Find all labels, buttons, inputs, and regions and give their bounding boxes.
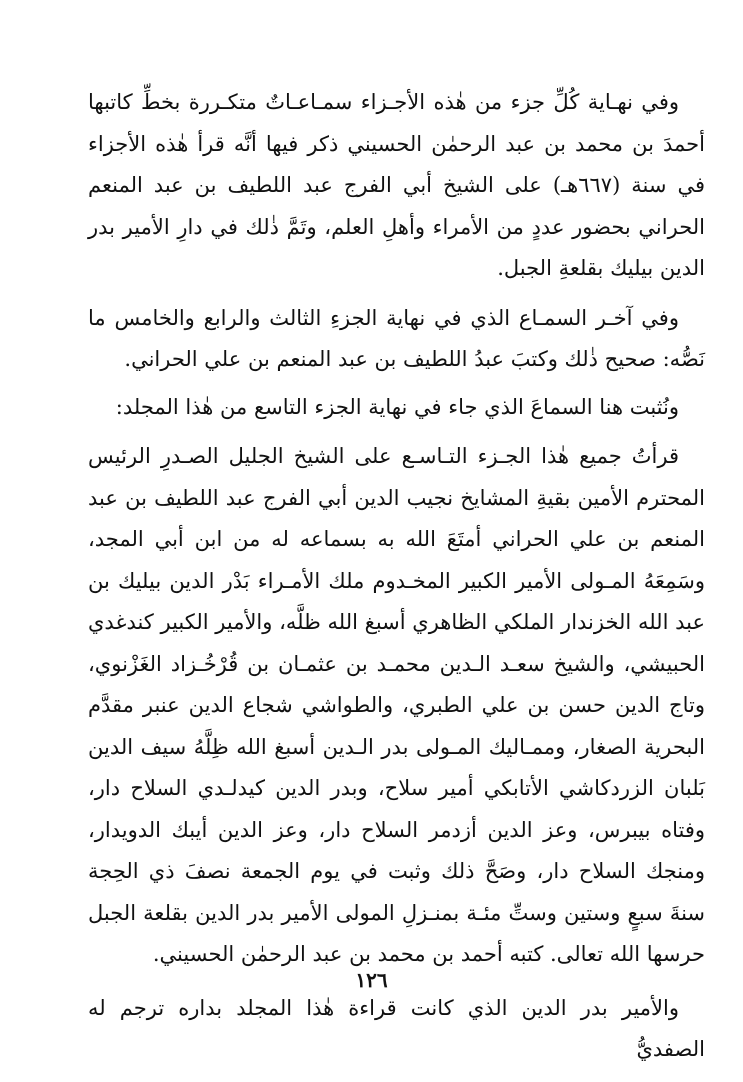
page-number: ١٢٦: [355, 968, 388, 992]
paragraph-samaa-end-note: وفي آخـر السمـاع الذي في نهاية الجزءِ الثالث والرابع والخامس ما نَصُّه: صحيح ذٰلك وكتبَ عبدُ اللطيف بن عبد المنعم بن علي الحراني.: [88, 305, 705, 371]
paragraph-samaat-intro: وفي نهـاية كُلِّ جزء من هٰذه الأجـزاء سمـاعـاتٌ متكـررة بخطِّ كاتبها أحمدَ بن محمد بن عبد الرحمٰن الحسيني ذكر فيها أنَّه قرأ هٰذه الأجزاء في سنة (٦٦٧هـ) على الشيخ أبي الفرج عبد اللطيف بن عبد المنعم الحراني بحضور عددٍ من الأمراء وأهلِ العلم، وتَمَّ ذٰلك في دارِ الأمير بدر الدين بيليك بقلعةِ الجبل.: [88, 90, 705, 280]
page-body: [88, 82, 705, 1071]
paragraph-ninth-part-heading: ونُثبت هنا السماعَ الذي جاء في نهاية الجزء التاسع من هٰذا المجلد:: [115, 394, 679, 419]
paragraph-amir-note: والأمير بدر الدين الذي كانت قراءة هٰذا المجلد بداره ترجم له الصفديُّ: [88, 995, 705, 1061]
paragraph-samaa-text: قرأتُ جميع هٰذا الجـزء التـاسـع على الشيخ الجليل الصـدرِ الرئيس المحترم الأمين بقيةِ المشايخ نجيب الدين أبي الفرج عبد اللطيف بن عبد المنعم بن علي الحراني أمتَعَ الله به بسماعه له من ابن أبي المجد، وسَمِعَهُ المـولى الأمير الكبير المخـدوم ملك الأمـراء بَدْر الدين بيليك بن عبد الله الخزندار الملكي الظاهري أسبغ الله ظلَّه، والأمير الكبير كندغدي الحبيشي، والشيخ سعـد الـدين محمـد بن عثمـان بن قُرْخُـزاد الغَزْنوي، وتاج الدين حسن بن علي الطبري، والطواشي شجاع الدين عنبر مقدَّم البحرية الصغار، وممـاليك المـولى بدر الـدين أسبغ الله ظِلَّهُ سيف الدين بَلبان الزردكاشي الأتابكي أمير سلاح، وبدر الدين كيدلـدي السلاح دار، وفتاه بيبرس، وعز الدين أزدمر السلاح دار، وعز الدين أيبك الدويدار، ومنجك السلاح دار، وصَحَّ ذلك وثبت في يوم الجمعة نصفَ ذي الحِجة سنةَ سبعٍ وستين وستِّ مئـة بمنـزلِ المولى الأمير بدر الدين بقلعة الجبل حرسها الله تعالى. كتبه أحمد بن محمد بن عبد الرحمٰن الحسيني.: [88, 444, 705, 966]
